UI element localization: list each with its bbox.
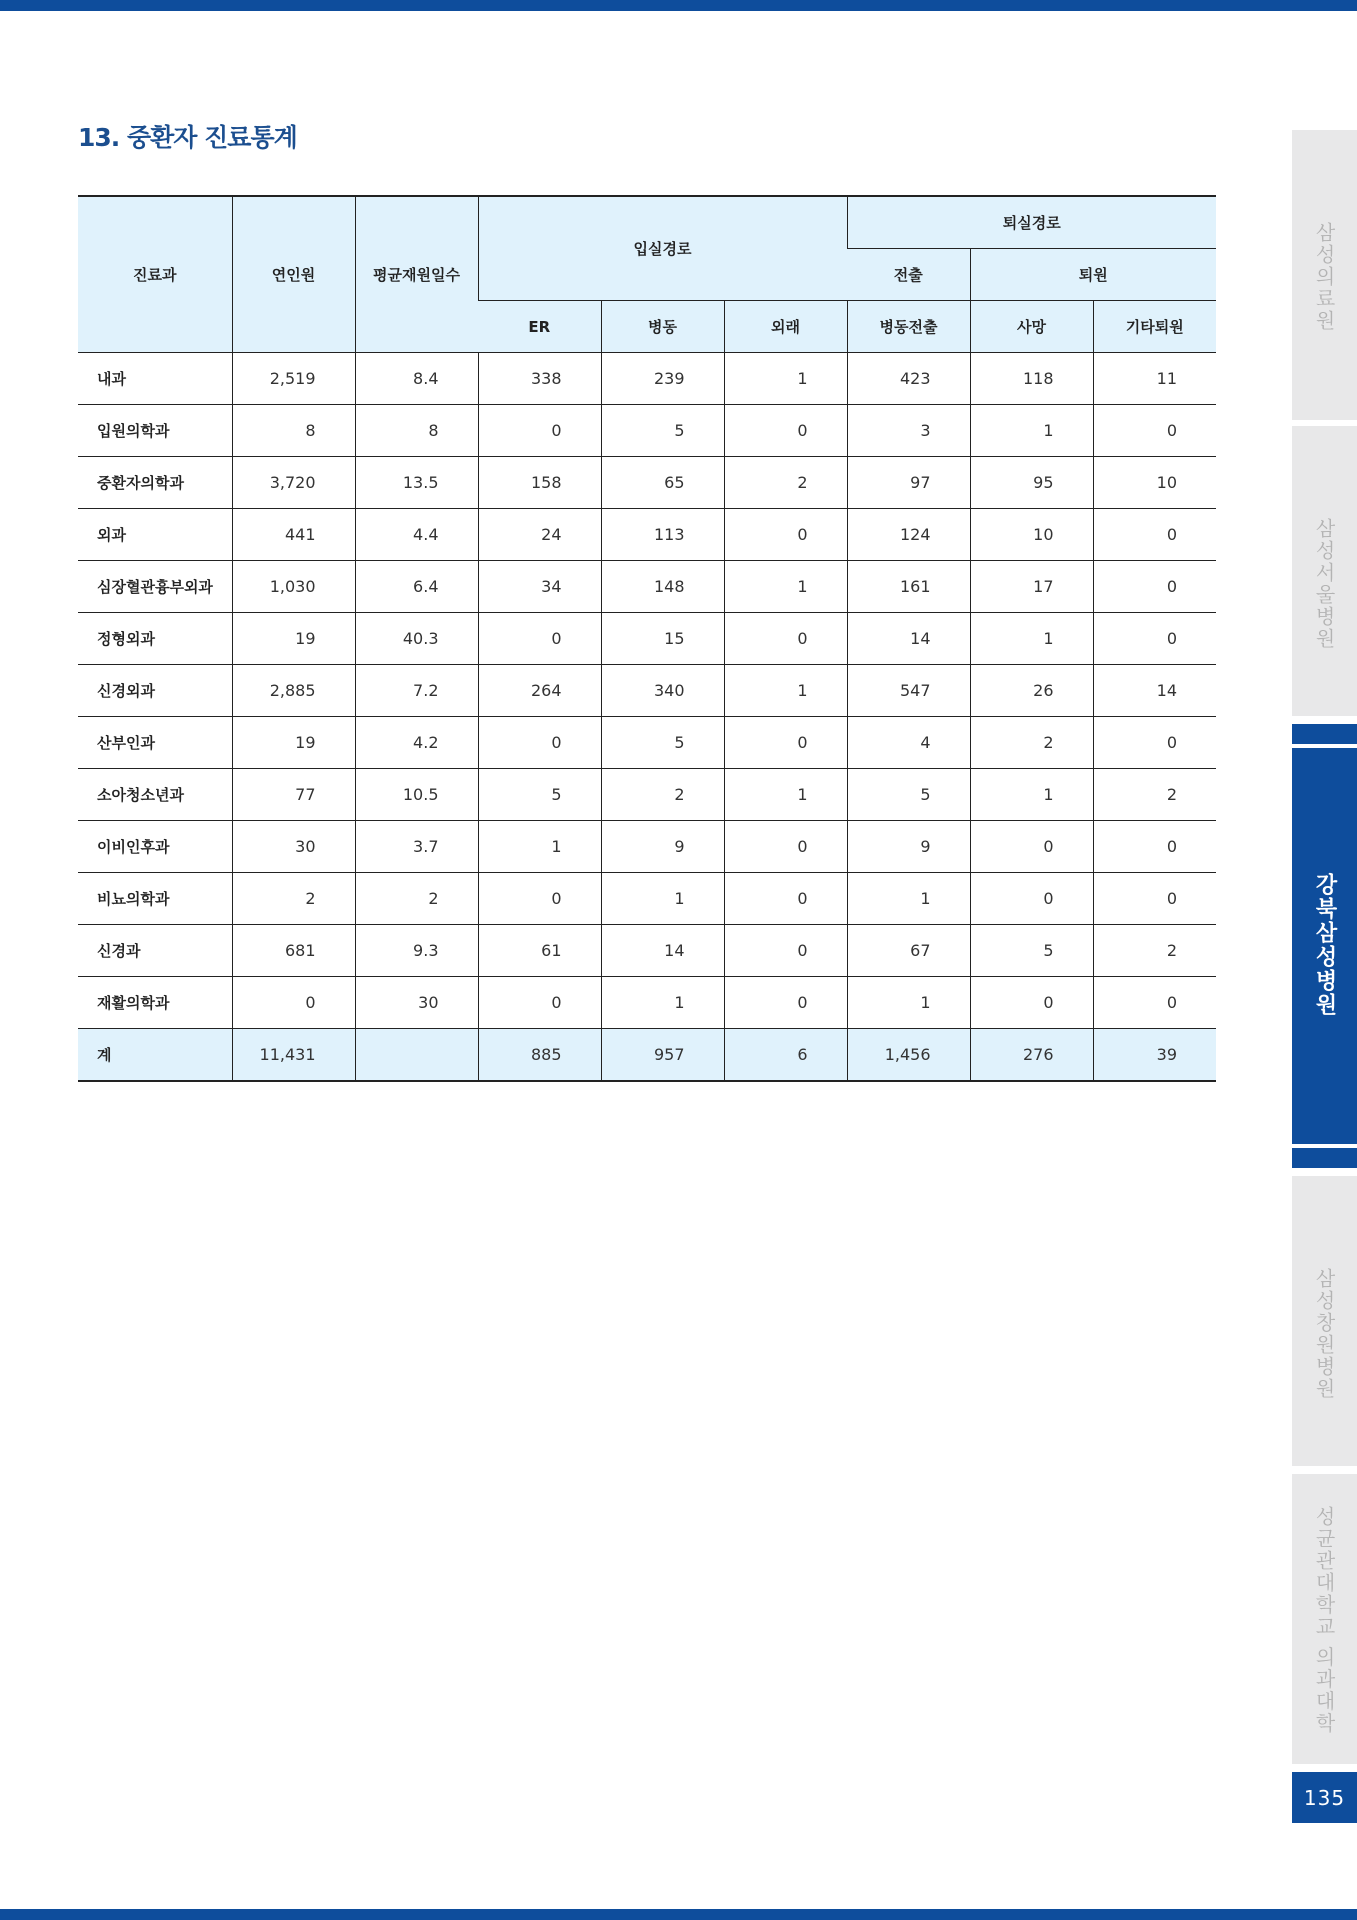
value-cell: 0 — [478, 977, 601, 1029]
value-cell: 1 — [724, 561, 847, 613]
value-cell: 1 — [601, 977, 724, 1029]
total-cell: 276 — [970, 1029, 1093, 1082]
total-cell: 957 — [601, 1029, 724, 1082]
value-cell: 40.3 — [355, 613, 478, 665]
value-cell: 2 — [970, 717, 1093, 769]
total-label: 계 — [78, 1029, 232, 1082]
value-cell: 0 — [724, 405, 847, 457]
value-cell: 1 — [724, 665, 847, 717]
table-row — [78, 457, 1216, 509]
side-tab-skku-medical-school[interactable] — [1292, 1474, 1357, 1764]
side-tab-label: 삼성서울병원 — [1312, 518, 1336, 650]
dept-name-cell: 정형외과 — [78, 613, 232, 665]
value-cell: 13.5 — [355, 457, 478, 509]
value-cell: 3.7 — [355, 821, 478, 873]
header-patients: 연인원 — [232, 196, 355, 353]
top-accent-bar — [0, 0, 1357, 11]
value-cell: 1 — [970, 405, 1093, 457]
value-cell: 0 — [724, 821, 847, 873]
value-cell: 0 — [478, 613, 601, 665]
value-cell: 0 — [724, 977, 847, 1029]
value-cell: 5 — [601, 717, 724, 769]
dept-name-cell: 중환자의학과 — [78, 457, 232, 509]
value-cell: 148 — [601, 561, 724, 613]
value-cell: 1 — [847, 977, 970, 1029]
value-cell: 0 — [1093, 613, 1216, 665]
value-cell: 30 — [232, 821, 355, 873]
value-cell: 264 — [478, 665, 601, 717]
table-row — [78, 353, 1216, 405]
dept-name-cell: 산부인과 — [78, 717, 232, 769]
value-cell: 14 — [1093, 665, 1216, 717]
value-cell: 1 — [724, 769, 847, 821]
dept-name-cell: 이비인후과 — [78, 821, 232, 873]
value-cell: 124 — [847, 509, 970, 561]
value-cell: 0 — [1093, 405, 1216, 457]
table-row — [78, 821, 1216, 873]
value-cell: 0 — [724, 613, 847, 665]
value-cell: 5 — [970, 925, 1093, 977]
value-cell: 14 — [847, 613, 970, 665]
icu-statistics-table — [78, 195, 1216, 1082]
table-row — [78, 977, 1216, 1029]
value-cell: 158 — [478, 457, 601, 509]
table-row — [78, 769, 1216, 821]
value-cell: 681 — [232, 925, 355, 977]
active-tab-marker-bottom — [1292, 1148, 1357, 1168]
value-cell: 9.3 — [355, 925, 478, 977]
value-cell: 2 — [1093, 925, 1216, 977]
dept-name-cell: 재활의학과 — [78, 977, 232, 1029]
value-cell: 1 — [970, 613, 1093, 665]
value-cell: 2 — [232, 873, 355, 925]
side-tab-label: 강북삼성병원 — [1312, 873, 1337, 1017]
value-cell: 19 — [232, 613, 355, 665]
table-row — [78, 561, 1216, 613]
value-cell: 338 — [478, 353, 601, 405]
value-cell: 547 — [847, 665, 970, 717]
value-cell: 2,885 — [232, 665, 355, 717]
dept-name-cell: 신경과 — [78, 925, 232, 977]
value-cell: 11 — [1093, 353, 1216, 405]
page-number: 135 — [1292, 1772, 1357, 1823]
value-cell: 8.4 — [355, 353, 478, 405]
header-outpatient: 외래 — [724, 301, 847, 353]
value-cell: 2 — [355, 873, 478, 925]
total-cell: 6 — [724, 1029, 847, 1082]
table-total-row — [78, 1029, 1216, 1082]
value-cell: 34 — [478, 561, 601, 613]
value-cell: 9 — [601, 821, 724, 873]
dept-name-cell: 심장혈관흉부외과 — [78, 561, 232, 613]
value-cell: 0 — [970, 977, 1093, 1029]
value-cell: 0 — [478, 405, 601, 457]
total-cell: 885 — [478, 1029, 601, 1082]
side-tab-samsung-seoul-hospital[interactable] — [1292, 426, 1357, 716]
page-title: 13. 중환자 진료통계 — [78, 123, 297, 152]
value-cell: 4.4 — [355, 509, 478, 561]
value-cell: 0 — [1093, 561, 1216, 613]
value-cell: 0 — [724, 873, 847, 925]
dept-name-cell: 비뇨의학과 — [78, 873, 232, 925]
value-cell: 17 — [970, 561, 1093, 613]
value-cell: 3,720 — [232, 457, 355, 509]
total-cell — [355, 1029, 478, 1082]
total-cell: 39 — [1093, 1029, 1216, 1082]
value-cell: 5 — [847, 769, 970, 821]
value-cell: 30 — [355, 977, 478, 1029]
dept-name-cell: 신경외과 — [78, 665, 232, 717]
value-cell: 2 — [724, 457, 847, 509]
value-cell: 2 — [1093, 769, 1216, 821]
header-discharge: 퇴원 — [970, 249, 1216, 301]
value-cell: 4 — [847, 717, 970, 769]
value-cell: 0 — [1093, 873, 1216, 925]
header-ward: 병동 — [601, 301, 724, 353]
value-cell: 2,519 — [232, 353, 355, 405]
value-cell: 3 — [847, 405, 970, 457]
value-cell: 15 — [601, 613, 724, 665]
value-cell: 4.2 — [355, 717, 478, 769]
header-discharge-route: 퇴실경로 — [847, 196, 1216, 249]
side-tab-label: 삼성창원병원 — [1312, 1268, 1336, 1400]
value-cell: 2 — [601, 769, 724, 821]
total-cell: 1,456 — [847, 1029, 970, 1082]
value-cell: 0 — [232, 977, 355, 1029]
value-cell: 118 — [970, 353, 1093, 405]
value-cell: 0 — [478, 717, 601, 769]
side-tab-label: 삼성의료원 — [1312, 222, 1336, 332]
value-cell: 67 — [847, 925, 970, 977]
dept-name-cell: 소아청소년과 — [78, 769, 232, 821]
value-cell: 1 — [847, 873, 970, 925]
value-cell: 0 — [1093, 509, 1216, 561]
value-cell: 161 — [847, 561, 970, 613]
value-cell: 423 — [847, 353, 970, 405]
value-cell: 10 — [970, 509, 1093, 561]
value-cell: 0 — [478, 873, 601, 925]
table-row — [78, 717, 1216, 769]
value-cell: 24 — [478, 509, 601, 561]
header-other-discharge: 기타퇴원 — [1093, 301, 1216, 353]
value-cell: 0 — [724, 717, 847, 769]
dept-name-cell: 내과 — [78, 353, 232, 405]
value-cell: 7.2 — [355, 665, 478, 717]
value-cell: 6.4 — [355, 561, 478, 613]
dept-name-cell: 외과 — [78, 509, 232, 561]
value-cell: 14 — [601, 925, 724, 977]
value-cell: 1 — [601, 873, 724, 925]
table-row — [78, 405, 1216, 457]
value-cell: 19 — [232, 717, 355, 769]
header-admission-route: 입실경로 — [478, 196, 847, 301]
value-cell: 97 — [847, 457, 970, 509]
value-cell: 61 — [478, 925, 601, 977]
value-cell: 10 — [1093, 457, 1216, 509]
value-cell: 0 — [1093, 821, 1216, 873]
total-cell: 11,431 — [232, 1029, 355, 1082]
side-tab-label: 성균관대학교 의과대학 — [1312, 1506, 1336, 1735]
table-row — [78, 509, 1216, 561]
active-tab-marker-top — [1292, 724, 1357, 744]
side-tab-samsung-changwon-hospital[interactable] — [1292, 1176, 1357, 1466]
side-tab-kangbuk-samsung-hospital[interactable] — [1292, 748, 1357, 1144]
value-cell: 5 — [478, 769, 601, 821]
value-cell: 8 — [232, 405, 355, 457]
header-avg-stay: 평균재원일수 — [355, 196, 478, 353]
header-death: 사망 — [970, 301, 1093, 353]
side-tab-samsung-medical-center[interactable] — [1292, 130, 1357, 420]
table-row — [78, 873, 1216, 925]
value-cell: 0 — [724, 925, 847, 977]
value-cell: 0 — [970, 873, 1093, 925]
table-row — [78, 613, 1216, 665]
value-cell: 65 — [601, 457, 724, 509]
value-cell: 0 — [970, 821, 1093, 873]
table-row — [78, 665, 1216, 717]
value-cell: 95 — [970, 457, 1093, 509]
value-cell: 239 — [601, 353, 724, 405]
dept-name-cell: 입원의학과 — [78, 405, 232, 457]
value-cell: 1 — [478, 821, 601, 873]
header-dept: 진료과 — [78, 196, 232, 353]
header-transfer-out: 전출 — [847, 249, 970, 301]
value-cell: 1 — [970, 769, 1093, 821]
value-cell: 8 — [355, 405, 478, 457]
table-row — [78, 925, 1216, 977]
value-cell: 5 — [601, 405, 724, 457]
value-cell: 441 — [232, 509, 355, 561]
value-cell: 0 — [1093, 717, 1216, 769]
value-cell: 113 — [601, 509, 724, 561]
value-cell: 0 — [1093, 977, 1216, 1029]
value-cell: 77 — [232, 769, 355, 821]
value-cell: 0 — [724, 509, 847, 561]
header-ward-transfer: 병동전출 — [847, 301, 970, 353]
value-cell: 9 — [847, 821, 970, 873]
value-cell: 1,030 — [232, 561, 355, 613]
header-er: ER — [478, 301, 601, 353]
value-cell: 10.5 — [355, 769, 478, 821]
bottom-accent-bar — [0, 1909, 1357, 1920]
value-cell: 340 — [601, 665, 724, 717]
value-cell: 1 — [724, 353, 847, 405]
value-cell: 26 — [970, 665, 1093, 717]
